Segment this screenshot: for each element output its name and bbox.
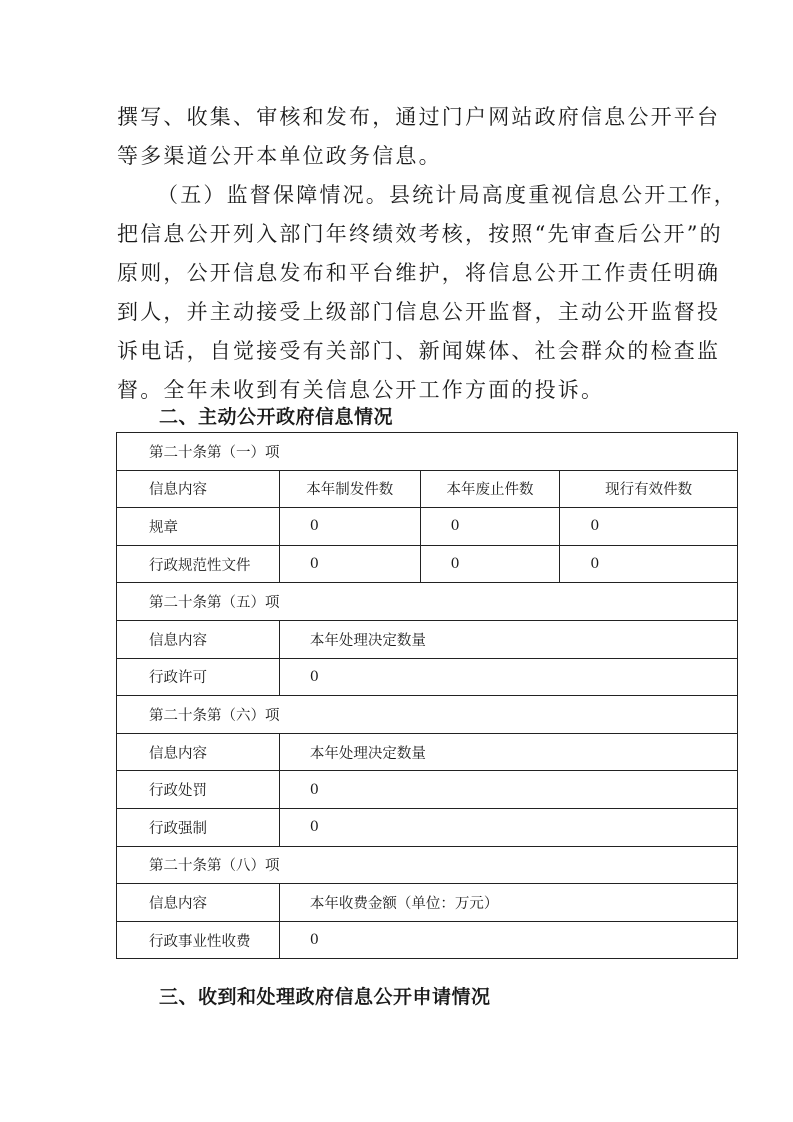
section-title-cell: 第二十条第（六）项 — [117, 696, 738, 734]
row-label-cell: 行政规范性文件 — [117, 545, 280, 583]
section-title-cell: 第二十条第（五）项 — [117, 583, 738, 621]
row-label-cell: 规章 — [117, 508, 280, 546]
table-row — [117, 921, 738, 959]
section-title-cell: 第二十条第（一）项 — [117, 433, 738, 471]
value-cell: 0 — [560, 545, 738, 583]
table-header-row — [117, 620, 738, 658]
table-section-row — [117, 696, 738, 734]
row-label-cell: 行政事业性收费 — [117, 921, 280, 959]
header-cell: 信息内容 — [117, 470, 280, 508]
supervision-paragraph — [117, 176, 737, 410]
value-cell: 0 — [279, 658, 737, 696]
table-row — [117, 508, 738, 546]
table-row — [117, 808, 738, 846]
section-title-cell: 第二十条第（八）项 — [117, 846, 738, 884]
header-cell: 本年处理决定数量 — [279, 733, 737, 771]
table-header-row — [117, 884, 738, 922]
header-cell: 信息内容 — [117, 884, 280, 922]
table-header-row — [117, 733, 738, 771]
header-cell: 本年收费金额（单位：万元） — [279, 884, 737, 922]
table-row — [117, 658, 738, 696]
row-label-cell: 行政强制 — [117, 808, 280, 846]
value-cell: 0 — [279, 808, 737, 846]
row-label-cell: 行政许可 — [117, 658, 280, 696]
table-section-row — [117, 583, 738, 621]
table-row — [117, 771, 738, 809]
header-cell: 现行有效件数 — [560, 470, 738, 508]
value-cell: 0 — [420, 545, 560, 583]
value-cell: 0 — [279, 508, 420, 546]
text-line: 原则，公开信息发布和平台维护，将信息公开工作责任明确 — [117, 261, 721, 285]
value-cell: 0 — [279, 921, 737, 959]
table-row — [117, 545, 738, 583]
value-cell: 0 — [560, 508, 738, 546]
header-cell: 信息内容 — [117, 733, 280, 771]
text-line: 诉电话，自觉接受有关部门、新闻媒体、社会群众的检查监 — [117, 339, 721, 363]
section-heading-2: 二、主动公开政府信息情况 — [159, 406, 394, 428]
table-header-row — [117, 470, 738, 508]
value-cell: 0 — [420, 508, 560, 546]
text-line: 等多渠道公开本单位政务信息。 — [117, 144, 442, 168]
disclosure-table — [116, 432, 738, 959]
value-cell: 0 — [279, 771, 737, 809]
value-cell: 0 — [279, 545, 420, 583]
header-cell: 本年废止件数 — [420, 470, 560, 508]
row-label-cell: 行政处罚 — [117, 771, 280, 809]
header-cell: 信息内容 — [117, 620, 280, 658]
table-section-row — [117, 433, 738, 471]
text-line: （五）监督保障情况。县统计局高度重视信息公开工作， — [157, 183, 737, 207]
header-cell: 本年处理决定数量 — [279, 620, 737, 658]
text-line: 撰写、收集、审核和发布，通过门户网站政府信息公开平台 — [117, 105, 721, 129]
text-line: 督。全年未收到有关信息公开工作方面的投诉。 — [117, 378, 605, 402]
header-cell: 本年制发件数 — [279, 470, 420, 508]
text-line: 把信息公开列入部门年终绩效考核，按照“先审查后公开”的 — [117, 222, 723, 246]
text-line: 到人，并主动接受上级部门信息公开监督，主动公开监督投 — [117, 300, 721, 324]
section-heading-3: 三、收到和处理政府信息公开申请情况 — [159, 986, 491, 1008]
table-section-row — [117, 846, 738, 884]
intro-paragraph — [117, 98, 721, 176]
